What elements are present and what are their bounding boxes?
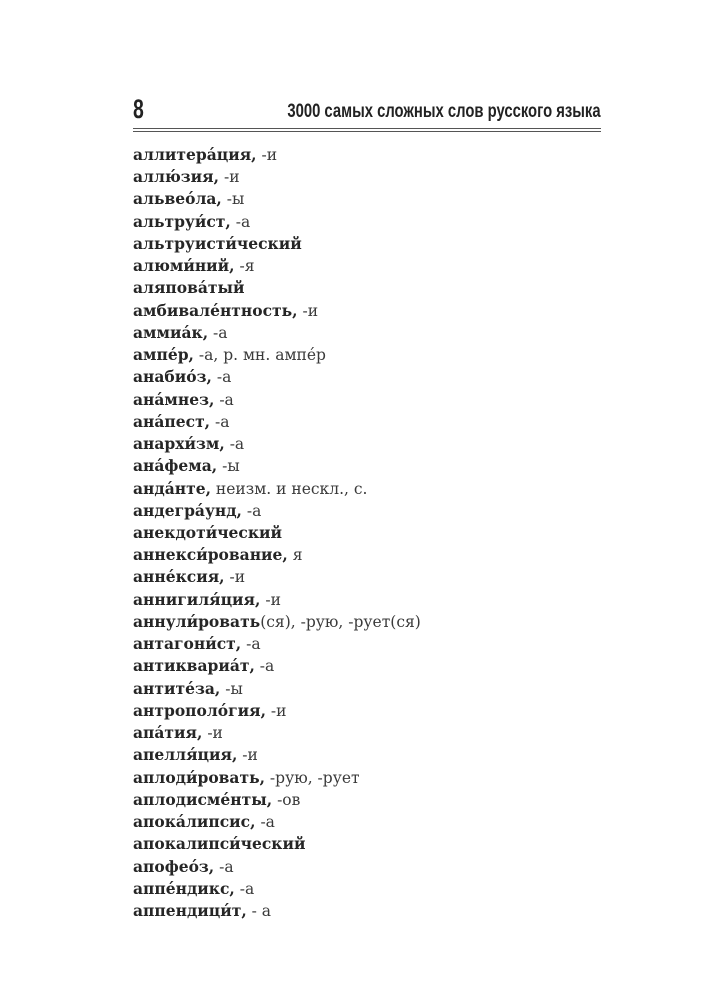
dictionary-entry — [133, 811, 421, 833]
header-rule — [133, 128, 601, 129]
headword: анекдоти́ческий — [133, 522, 283, 542]
dictionary-entry — [133, 433, 421, 455]
headword: анабио́з, — [133, 367, 212, 387]
grammar-note: -а — [234, 879, 255, 898]
headword: аммиа́к, — [133, 322, 209, 342]
dictionary-entry — [133, 833, 421, 855]
dictionary-entry — [133, 878, 421, 900]
grammar-note: -а — [230, 212, 251, 231]
dictionary-entry — [133, 389, 421, 411]
dictionary-entry — [133, 211, 421, 233]
grammar-note: -и — [237, 746, 258, 765]
grammar-note: -и — [224, 568, 246, 587]
headword: апофео́з, — [133, 856, 215, 876]
headword: ана́фема, — [133, 456, 218, 476]
dictionary-entry — [133, 744, 421, 766]
dictionary-entry — [133, 455, 421, 477]
dictionary-entry — [133, 344, 421, 366]
headword: аляпова́тый — [133, 278, 245, 298]
grammar-note: -а, р. мн. ампе́р — [193, 346, 326, 365]
dictionary-entry — [133, 478, 421, 500]
headword: антите́за, — [133, 678, 221, 698]
grammar-note: -и — [202, 724, 223, 743]
dictionary-entry — [133, 366, 421, 388]
grammar-note: -ы — [221, 190, 245, 209]
grammar-note: -и — [265, 701, 287, 720]
headword: аннекси́рование, — [133, 545, 288, 565]
headword: аллю́зия, — [133, 167, 220, 187]
dictionary-entry — [133, 633, 421, 655]
grammar-note: (ся), -рую, -рует(ся) — [260, 612, 421, 631]
headword: аппе́ндикс, — [133, 878, 235, 898]
dictionary-entries — [133, 144, 421, 922]
dictionary-entry — [133, 411, 421, 433]
dictionary-entry — [133, 722, 421, 744]
dictionary-entry — [133, 300, 421, 322]
headword: апокалипси́ческий — [133, 834, 306, 854]
grammar-note: неизм. и нескл., с. — [210, 479, 368, 498]
grammar-note: -а — [241, 635, 261, 654]
grammar-note: -и — [260, 590, 281, 609]
headword: альтруи́ст, — [133, 211, 231, 231]
headword: анне́ксия, — [133, 567, 225, 587]
headword: альтруисти́ческий — [133, 233, 302, 253]
headword: анархи́зм, — [133, 434, 225, 454]
headword: альвео́ла, — [133, 189, 222, 209]
book-title: 3000 самых сложных слов русского языка — [287, 101, 601, 122]
grammar-note: -а — [210, 412, 230, 431]
grammar-note: -и — [297, 301, 319, 320]
dictionary-entry — [133, 500, 421, 522]
dictionary-entry — [133, 188, 421, 210]
grammar-note: - а — [246, 901, 272, 920]
headword: андегра́унд, — [133, 500, 242, 520]
dictionary-entry — [133, 611, 421, 633]
headword: аллитера́ция, — [133, 145, 257, 164]
dictionary-entry — [133, 277, 421, 299]
grammar-note: -и — [256, 146, 278, 164]
headword: ампе́р, — [133, 345, 194, 365]
grammar-note: -ов — [272, 790, 301, 809]
dictionary-entry — [133, 544, 421, 566]
dictionary-entry — [133, 655, 421, 677]
dictionary-entry — [133, 566, 421, 588]
dictionary-entry — [133, 589, 421, 611]
grammar-note: -а — [255, 813, 275, 832]
grammar-note: -ы — [220, 679, 243, 698]
grammar-note: я — [287, 546, 303, 565]
dictionary-entry — [133, 522, 421, 544]
running-header — [133, 94, 601, 128]
headword: апа́тия, — [133, 723, 203, 743]
headword: аплодисме́нты, — [133, 789, 273, 809]
grammar-note: -а — [211, 368, 232, 387]
dictionary-entry — [133, 856, 421, 878]
dictionary-entry — [133, 789, 421, 811]
headword: ана́пест, — [133, 411, 211, 431]
dictionary-entry — [133, 166, 421, 188]
dictionary-entry — [133, 900, 421, 922]
headword: амбивале́нтность, — [133, 300, 298, 320]
grammar-note: -а — [214, 390, 234, 409]
headword: антагони́ст, — [133, 634, 242, 654]
dictionary-entry — [133, 767, 421, 789]
grammar-note: -я — [234, 257, 255, 276]
headword: антиквариа́т, — [133, 656, 255, 676]
header-rule — [133, 131, 601, 132]
dictionary-entry — [133, 700, 421, 722]
page-number: 8 — [133, 94, 144, 124]
grammar-note: -а — [208, 323, 228, 342]
headword: апелля́ция, — [133, 745, 238, 765]
dictionary-entry — [133, 678, 421, 700]
dictionary-entry — [133, 322, 421, 344]
headword: аплоди́ровать, — [133, 767, 265, 787]
headword: аппендици́т, — [133, 900, 247, 920]
headword: ана́мнез, — [133, 389, 215, 409]
grammar-note: -и — [219, 168, 240, 187]
headword: антрополо́гия, — [133, 700, 266, 720]
dictionary-entry — [133, 233, 421, 255]
grammar-note: -ы — [217, 457, 240, 476]
headword: аннигиля́ция, — [133, 589, 261, 609]
headword: анда́нте, — [133, 478, 211, 498]
grammar-note: -а — [214, 857, 234, 876]
grammar-note: -а — [224, 435, 245, 454]
headword: апока́липсис, — [133, 812, 256, 832]
headword: алюми́ний, — [133, 256, 235, 276]
dictionary-entry — [133, 144, 421, 166]
grammar-note: -а — [241, 501, 262, 520]
grammar-note: -рую, -рует — [265, 768, 360, 787]
grammar-note: -а — [254, 657, 275, 676]
dictionary-entry — [133, 255, 421, 277]
headword: аннули́ровать — [133, 611, 261, 631]
